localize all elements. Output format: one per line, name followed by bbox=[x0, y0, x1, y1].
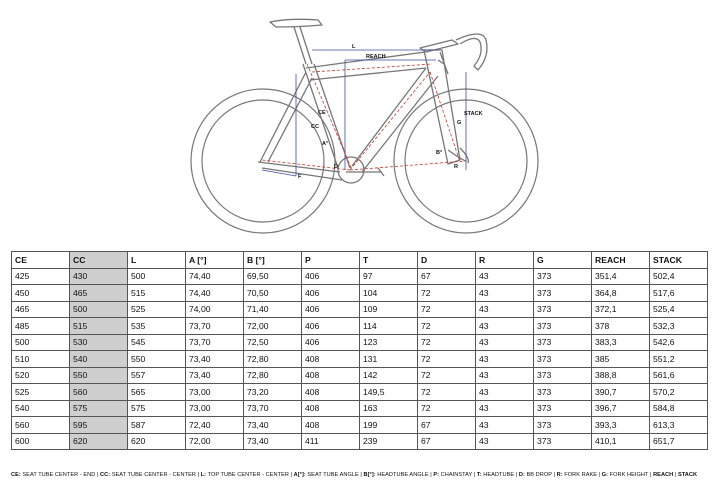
table-cell: 540 bbox=[70, 351, 128, 368]
label-D: D bbox=[334, 164, 338, 170]
column-header: R bbox=[476, 252, 534, 269]
table-cell: 525 bbox=[12, 384, 70, 401]
legend-key: STACK bbox=[677, 472, 698, 478]
table-cell: 123 bbox=[360, 334, 418, 351]
table-cell: 149,5 bbox=[360, 384, 418, 401]
table-cell: 72 bbox=[418, 318, 476, 335]
table-cell: 540 bbox=[12, 400, 70, 417]
table-cell: 43 bbox=[476, 400, 534, 417]
table-cell: 67 bbox=[418, 417, 476, 434]
table-row bbox=[12, 318, 708, 335]
table-cell: 450 bbox=[12, 285, 70, 302]
table-row bbox=[12, 367, 708, 384]
table-cell: 408 bbox=[302, 417, 360, 434]
table-cell: 142 bbox=[360, 367, 418, 384]
column-header: D bbox=[418, 252, 476, 269]
table-cell: 73,40 bbox=[186, 367, 244, 384]
table-cell: 393,3 bbox=[592, 417, 650, 434]
table-cell: 408 bbox=[302, 400, 360, 417]
label-reach: REACH bbox=[366, 54, 386, 60]
table-cell: 43 bbox=[476, 268, 534, 285]
table-cell: 385 bbox=[592, 351, 650, 368]
table-cell: 557 bbox=[128, 367, 186, 384]
table-row bbox=[12, 285, 708, 302]
table-cell: 396,7 bbox=[592, 400, 650, 417]
table-cell: 620 bbox=[70, 433, 128, 450]
table-cell: 550 bbox=[128, 351, 186, 368]
table-cell: 595 bbox=[70, 417, 128, 434]
column-header: CE bbox=[12, 252, 70, 269]
table-cell: 72,80 bbox=[244, 351, 302, 368]
table-cell: 43 bbox=[476, 318, 534, 335]
label-F: F bbox=[298, 174, 302, 180]
legend-desc: | bbox=[673, 472, 678, 478]
table-cell: 600 bbox=[12, 433, 70, 450]
label-CC: CC bbox=[311, 124, 319, 130]
table-cell: 532,3 bbox=[650, 318, 708, 335]
rear-wheel bbox=[191, 89, 335, 233]
label-CE: CE bbox=[318, 110, 326, 116]
table-cell: 73,70 bbox=[186, 334, 244, 351]
table-cell: 131 bbox=[360, 351, 418, 368]
table-cell: 373 bbox=[534, 400, 592, 417]
column-header: T bbox=[360, 252, 418, 269]
table-cell: 485 bbox=[12, 318, 70, 335]
legend-key: G: bbox=[601, 472, 609, 478]
table-cell: 373 bbox=[534, 318, 592, 335]
table-cell: 373 bbox=[534, 351, 592, 368]
table-cell: 373 bbox=[534, 433, 592, 450]
table-cell: 390,7 bbox=[592, 384, 650, 401]
table-cell: 72,40 bbox=[186, 417, 244, 434]
table-cell: 73,70 bbox=[186, 318, 244, 335]
table-cell: 383,3 bbox=[592, 334, 650, 351]
table-row bbox=[12, 351, 708, 368]
legend-desc: SEAT TUBE CENTER - CENTER | bbox=[110, 472, 201, 478]
label-G: G bbox=[457, 120, 462, 126]
bike-geometry-diagram bbox=[0, 0, 720, 240]
table-cell: 515 bbox=[128, 285, 186, 302]
column-header: G bbox=[534, 252, 592, 269]
legend-key: REACH bbox=[653, 472, 674, 478]
table-cell: 43 bbox=[476, 351, 534, 368]
table-cell: 565 bbox=[128, 384, 186, 401]
table-cell: 43 bbox=[476, 417, 534, 434]
table-cell: 43 bbox=[476, 367, 534, 384]
legend-key: T: bbox=[476, 472, 482, 478]
table-cell: 465 bbox=[70, 285, 128, 302]
table-cell: 510 bbox=[12, 351, 70, 368]
legend-desc: FORK HEIGHT | bbox=[608, 472, 654, 478]
table-cell: 67 bbox=[418, 433, 476, 450]
table-cell: 72 bbox=[418, 367, 476, 384]
geometry-table bbox=[11, 251, 708, 450]
table-cell: 517,6 bbox=[650, 285, 708, 302]
column-header: B [°] bbox=[244, 252, 302, 269]
legend-desc: SEAT TUBE CENTER - END | bbox=[20, 472, 101, 478]
table-cell: 109 bbox=[360, 301, 418, 318]
column-header: REACH bbox=[592, 252, 650, 269]
table-row bbox=[12, 384, 708, 401]
table-cell: 575 bbox=[70, 400, 128, 417]
label-B: B° bbox=[436, 150, 443, 156]
table-cell: 378 bbox=[592, 318, 650, 335]
column-header: L bbox=[128, 252, 186, 269]
table-cell: 515 bbox=[70, 318, 128, 335]
table-cell: 74,00 bbox=[186, 301, 244, 318]
table-cell: 72 bbox=[418, 351, 476, 368]
legend-key: L: bbox=[200, 472, 207, 478]
table-cell: 104 bbox=[360, 285, 418, 302]
table-cell: 542,6 bbox=[650, 334, 708, 351]
table-cell: 406 bbox=[302, 268, 360, 285]
column-header: CC bbox=[70, 252, 128, 269]
label-A: A° bbox=[322, 141, 329, 147]
table-cell: 584,8 bbox=[650, 400, 708, 417]
table-cell: 561,6 bbox=[650, 367, 708, 384]
table-cell: 620 bbox=[128, 433, 186, 450]
table-cell: 97 bbox=[360, 268, 418, 285]
table-cell: 425 bbox=[12, 268, 70, 285]
label-stack: STACK bbox=[464, 111, 483, 117]
legend-desc: BB DROP | bbox=[524, 472, 557, 478]
table-body bbox=[12, 268, 708, 450]
table-cell: 43 bbox=[476, 301, 534, 318]
table-cell: 199 bbox=[360, 417, 418, 434]
table-cell: 373 bbox=[534, 367, 592, 384]
table-row bbox=[12, 417, 708, 434]
table-cell: 71,40 bbox=[244, 301, 302, 318]
legend-key: B[°]: bbox=[363, 472, 376, 478]
table-cell: 388,8 bbox=[592, 367, 650, 384]
table-cell: 408 bbox=[302, 384, 360, 401]
table-cell: 72,80 bbox=[244, 367, 302, 384]
table-cell: 406 bbox=[302, 334, 360, 351]
table-cell: 500 bbox=[128, 268, 186, 285]
table-cell: 72 bbox=[418, 285, 476, 302]
column-header: STACK bbox=[650, 252, 708, 269]
table-row bbox=[12, 301, 708, 318]
legend-key: CE: bbox=[11, 472, 21, 478]
table-cell: 72 bbox=[418, 400, 476, 417]
table-cell: 410,1 bbox=[592, 433, 650, 450]
table-row bbox=[12, 400, 708, 417]
table-cell: 465 bbox=[12, 301, 70, 318]
column-header: A [°] bbox=[186, 252, 244, 269]
table-cell: 560 bbox=[70, 384, 128, 401]
table-cell: 520 bbox=[12, 367, 70, 384]
table-cell: 560 bbox=[12, 417, 70, 434]
table-cell: 73,00 bbox=[186, 384, 244, 401]
table-cell: 114 bbox=[360, 318, 418, 335]
table-cell: 73,40 bbox=[244, 433, 302, 450]
legend-key: R: bbox=[556, 472, 563, 478]
table-cell: 525 bbox=[128, 301, 186, 318]
table-cell: 535 bbox=[128, 318, 186, 335]
table-cell: 530 bbox=[70, 334, 128, 351]
legend-desc: SEAT TUBE ANGLE | bbox=[305, 472, 364, 478]
table-cell: 575 bbox=[128, 400, 186, 417]
table-cell: 406 bbox=[302, 318, 360, 335]
table-cell: 500 bbox=[70, 301, 128, 318]
legend-key: CC: bbox=[100, 472, 111, 478]
table-cell: 351,4 bbox=[592, 268, 650, 285]
legend-key: P: bbox=[433, 472, 440, 478]
table-cell: 163 bbox=[360, 400, 418, 417]
table-cell: 72,00 bbox=[244, 318, 302, 335]
table-cell: 73,40 bbox=[186, 351, 244, 368]
table-cell: 43 bbox=[476, 334, 534, 351]
table-cell: 408 bbox=[302, 367, 360, 384]
table-row bbox=[12, 433, 708, 450]
table-cell: 73,70 bbox=[244, 400, 302, 417]
table-cell: 73,00 bbox=[186, 400, 244, 417]
table-cell: 72 bbox=[418, 334, 476, 351]
table-cell: 373 bbox=[534, 384, 592, 401]
legend-desc: CHAINSTAY | bbox=[439, 472, 477, 478]
table-cell: 70,50 bbox=[244, 285, 302, 302]
table-cell: 545 bbox=[128, 334, 186, 351]
table-cell: 408 bbox=[302, 351, 360, 368]
table-cell: 43 bbox=[476, 285, 534, 302]
column-header: P bbox=[302, 252, 360, 269]
legend-key: A[°]: bbox=[293, 472, 306, 478]
table-cell: 72 bbox=[418, 384, 476, 401]
table-cell: 72,50 bbox=[244, 334, 302, 351]
table-cell: 551,2 bbox=[650, 351, 708, 368]
table-cell: 613,3 bbox=[650, 417, 708, 434]
table-cell: 372,1 bbox=[592, 301, 650, 318]
table-cell: 43 bbox=[476, 384, 534, 401]
label-L: L bbox=[352, 44, 356, 50]
table-header-row bbox=[12, 252, 708, 269]
table-cell: 525,4 bbox=[650, 301, 708, 318]
table-cell: 74,40 bbox=[186, 268, 244, 285]
table-cell: 406 bbox=[302, 285, 360, 302]
table-cell: 587 bbox=[128, 417, 186, 434]
table-cell: 43 bbox=[476, 433, 534, 450]
table-cell: 406 bbox=[302, 301, 360, 318]
table-cell: 500 bbox=[12, 334, 70, 351]
table-row bbox=[12, 334, 708, 351]
table-cell: 550 bbox=[70, 367, 128, 384]
table-cell: 430 bbox=[70, 268, 128, 285]
legend-text bbox=[11, 472, 697, 478]
table-cell: 373 bbox=[534, 301, 592, 318]
table-cell: 67 bbox=[418, 268, 476, 285]
table-cell: 373 bbox=[534, 268, 592, 285]
table-row bbox=[12, 268, 708, 285]
table-cell: 73,40 bbox=[244, 417, 302, 434]
table-cell: 373 bbox=[534, 285, 592, 302]
table-cell: 239 bbox=[360, 433, 418, 450]
table-cell: 69,50 bbox=[244, 268, 302, 285]
table-cell: 364,8 bbox=[592, 285, 650, 302]
table-cell: 411 bbox=[302, 433, 360, 450]
legend-desc: HEADTUBE ANGLE | bbox=[375, 472, 434, 478]
table-cell: 73,20 bbox=[244, 384, 302, 401]
legend-desc: HEADTUBE | bbox=[481, 472, 519, 478]
legend-desc: FORK RAKE | bbox=[562, 472, 602, 478]
table-cell: 373 bbox=[534, 417, 592, 434]
table-cell: 502,4 bbox=[650, 268, 708, 285]
label-R: R bbox=[454, 164, 458, 170]
table-cell: 651,7 bbox=[650, 433, 708, 450]
table-cell: 72,00 bbox=[186, 433, 244, 450]
table-cell: 72 bbox=[418, 301, 476, 318]
table-cell: 570,2 bbox=[650, 384, 708, 401]
table-cell: 373 bbox=[534, 334, 592, 351]
legend-desc: TOP TUBE CENTER - CENTER | bbox=[206, 472, 294, 478]
legend-key: D: bbox=[518, 472, 525, 478]
table-cell: 74,40 bbox=[186, 285, 244, 302]
